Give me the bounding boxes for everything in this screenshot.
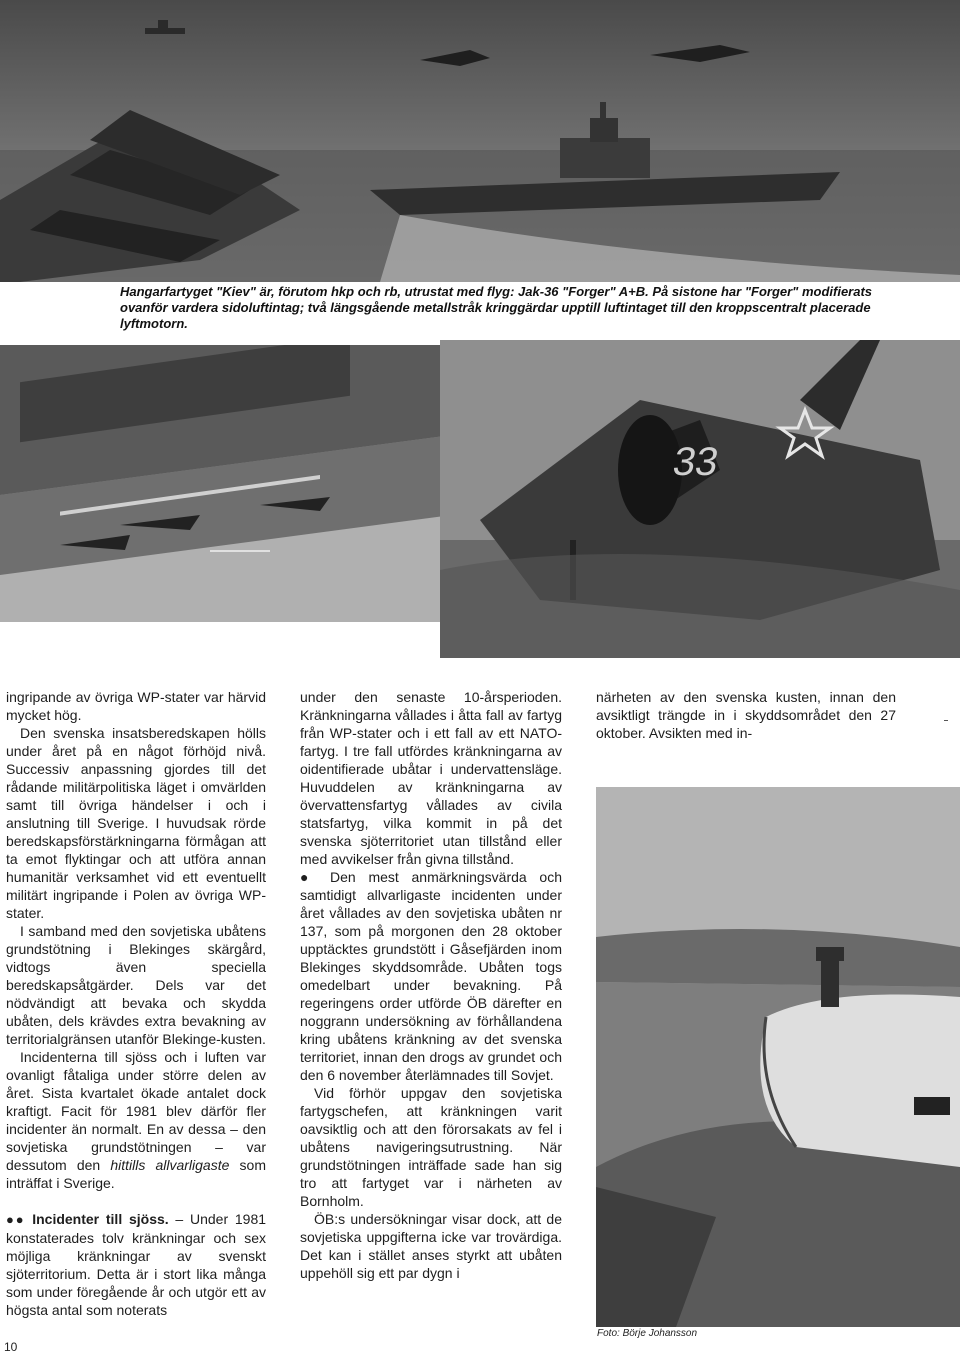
photo-carrier-deck-aerial xyxy=(0,345,452,622)
margin-mark xyxy=(944,720,948,721)
paragraph: Den svenska insatsberedskapen hölls under året på en något förhöjd nivå. Successiv anpassning gjordes till det rådande militärpolitiska läget i omvärlden samt till övriga händelser i och i anslutning till Sverige. I huvudsak rörde beredskapsförstärkningarna förmågan att ta emot flyktingar och att utföra annan humanitär verksamhet vid ett eventuellt militärt ingripande i Polen av övriga WP-stater. xyxy=(6,725,266,921)
page-number: 10 xyxy=(4,1340,18,1354)
photo-credit: Foto: Börje Johansson xyxy=(597,1328,698,1339)
bullet-icon: ● xyxy=(300,869,318,885)
paragraph-text: – Under 1981 konstaterades tolv kränkningar och sex möjliga kränkningar av svenskt sjöterritorium. Detta är i stort lika många som under föregående år och utgör ett av högsta antal som noterats xyxy=(6,1211,267,1318)
paragraph: I samband med den sovjetiska ubåtens grundstötning i Blekinges skärgård, vidtogs även speciella beredskapsåtgärder. Dels var det nödvändigt att bevaka och skydda ubåten, dels krävdes extra bevakning av territorialgränsen utanför Blekinge-kusten. xyxy=(6,923,266,1047)
paragraph: ingripande av övriga WP-stater var härvid mycket hög. xyxy=(6,689,266,723)
photo-carrier-kiev-with-jets xyxy=(0,0,960,282)
article-column-2 xyxy=(300,688,562,1282)
photo-soviet-submarine xyxy=(596,787,960,1327)
article-column-1 xyxy=(6,688,266,1319)
paragraph: ÖB:s undersökningar visar dock, att de sovjetiska uppgifterna icke var trovärdiga. Det kan i stället anses styrkt att ubåten uppehöll sig ett par dygn i xyxy=(300,1211,562,1281)
article-column-3 xyxy=(596,688,896,742)
section-heading: Incidenter till sjöss. xyxy=(32,1211,169,1227)
paragraph: Vid förhör uppgav den sovjetiska fartygschefen, att kränkningen varit oavsiktlig och att den förorsakats av fel i ubåtens navigeringsutrustning. När grundstötningen inträffade sade han sig tro att fartyget var i närheten av Bornholm. xyxy=(300,1085,562,1209)
photo-forger-jet-closeup xyxy=(440,340,960,658)
section-paragraph-incidents-sea xyxy=(6,1210,266,1319)
photo-caption-top: Hangarfartyget "Kiev" är, förutom hkp och rb, utrustat med flyg: Jak-36 "Forger" A+B. På sistone har "Forger" modifierats ovanför vardera sidoluftintag; två längsgående metallstråk kringgärdar upptill luftintaget till den kroppscentralt placerade lyftmotorn. xyxy=(120,284,873,331)
svg-text:33: 33 xyxy=(669,439,722,484)
paragraph-text: Den mest anmärkningsvärda och samtidigt allvarligaste incidenten under året vållades av den sovjetiska ubåten nr 137, som på morgonen den 28 oktober upptäcktes grundstött i Gåsefjärden inom Blekinges skyddsområde. Ubåten togs omedelbart under bevakning. På regeringens order utförde ÖB därefter en noggrann undersökning av förhållandena kring ubåtens kränkning av det svenska territoriet, innan den drogs av grundet och den 6 november återlämnades till Sovjet. xyxy=(300,869,562,1083)
paragraph: under den senaste 10-årsperioden. Kränkningarna vållades i åtta fall av fartyg från WP-stater och i ett fall av ett NATO-fartyg. I tre fall utfördes kränkningarna av oidentifierade ubåtar i undervattensläge. Huvuddelen av kränkningarna av övervattensfartyg vållades av civila statsfartyg, vilka kommit in på det svenska sjöterritoriet utan tillstånd eller med avvikelser från givna tillstånd. xyxy=(300,689,562,867)
paragraph xyxy=(300,868,562,1084)
emphasis-text: hittills allvarligaste xyxy=(110,1157,230,1173)
paragraph-text: Incidenterna till sjöss och i luften var ovanligt fåtaliga under större delen av året. Sista kvartalet ökade antalet dock kraftigt. Facit för 1981 blev därför fler incidenter än normalt. En av dessa – den sovjetiska grundstötningen – var dessutom den xyxy=(6,1049,266,1173)
paragraph xyxy=(6,1048,266,1192)
paragraph-text: som inträffat i Sverige. xyxy=(6,1157,266,1191)
paragraph: närheten av den svenska kusten, innan den avsiktligt trängde in i skyddsområdet den 27 oktober. Avsikten med in- xyxy=(596,689,896,741)
bullet-icon: ●● xyxy=(6,1212,26,1227)
